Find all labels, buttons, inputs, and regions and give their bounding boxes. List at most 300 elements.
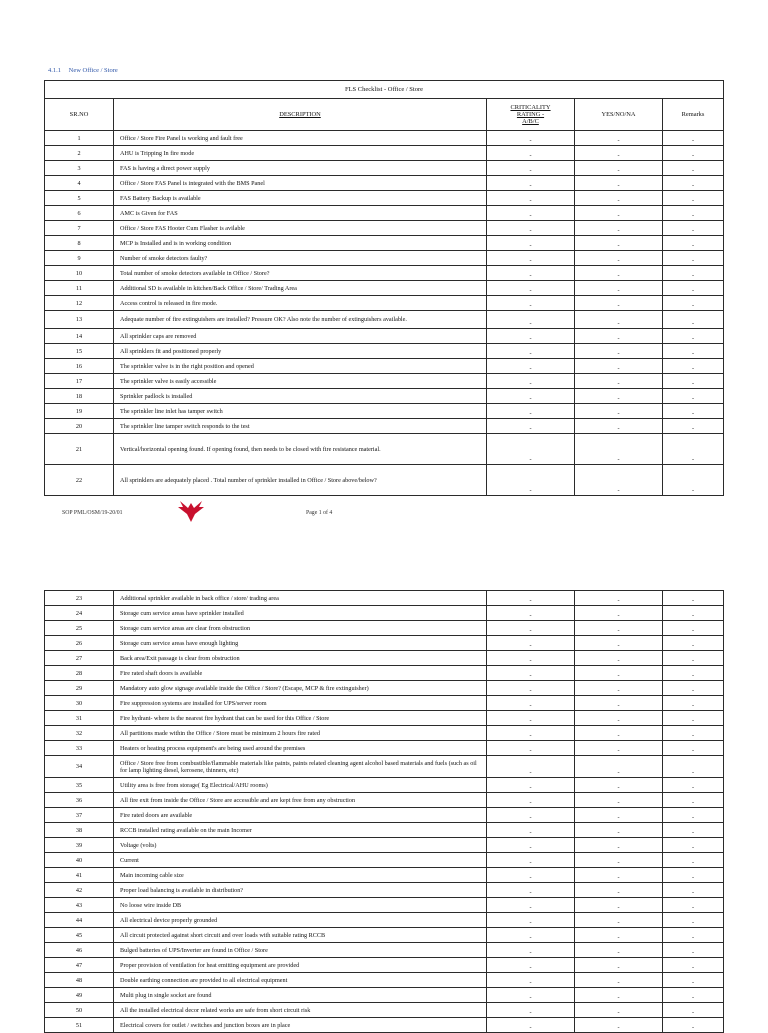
yes-no-na-cell[interactable]: -	[575, 161, 663, 176]
yes-no-na-cell[interactable]: -	[575, 883, 663, 898]
table-row	[45, 823, 724, 838]
table-row	[45, 404, 724, 419]
remarks-cell[interactable]: -	[663, 621, 724, 636]
criticality-rating-cell[interactable]: -	[487, 636, 575, 651]
description-cell: The sprinkler line inlet has tamper switch	[114, 404, 487, 419]
yes-no-na-cell[interactable]: -	[575, 711, 663, 726]
criticality-rating-cell[interactable]: -	[487, 591, 575, 606]
table-row	[45, 191, 724, 206]
description-cell: Sprinkler padlock is installed	[114, 389, 487, 404]
sr-no-cell: 2	[45, 146, 114, 161]
remarks-cell[interactable]: -	[663, 281, 724, 296]
table-row	[45, 636, 724, 651]
table-row	[45, 329, 724, 344]
table-row	[45, 606, 724, 621]
remarks-cell[interactable]: -	[663, 359, 724, 374]
table-row	[45, 973, 724, 988]
sr-no-cell: 3	[45, 161, 114, 176]
sr-no-cell: 14	[45, 329, 114, 344]
remarks-cell[interactable]: -	[663, 973, 724, 988]
description-cell: Proper load balancing is available in distribution?	[114, 883, 487, 898]
sr-no-cell: 5	[45, 191, 114, 206]
table-row	[45, 696, 724, 711]
criticality-rating-cell[interactable]: -	[487, 191, 575, 206]
table-row	[45, 883, 724, 898]
table-row	[45, 808, 724, 823]
sr-no-cell: 36	[45, 793, 114, 808]
description-cell: Storage cum service areas are clear from obstruction	[114, 621, 487, 636]
yes-no-na-cell[interactable]: -	[575, 636, 663, 651]
criticality-rating-cell[interactable]: -	[487, 176, 575, 191]
header-remarks: Remarks	[663, 99, 724, 131]
sr-no-cell: 20	[45, 419, 114, 434]
sr-no-cell: 18	[45, 389, 114, 404]
yes-no-na-cell[interactable]: -	[575, 146, 663, 161]
yes-no-na-cell[interactable]: -	[575, 868, 663, 883]
yes-no-na-cell[interactable]: -	[575, 651, 663, 666]
remarks-cell[interactable]: -	[663, 696, 724, 711]
criticality-rating-cell[interactable]: -	[487, 973, 575, 988]
sr-no-cell: 19	[45, 404, 114, 419]
criticality-rating-cell[interactable]: -	[487, 868, 575, 883]
criticality-rating-cell[interactable]: -	[487, 898, 575, 913]
yes-no-na-cell[interactable]: -	[575, 838, 663, 853]
footer-document-code: SOP PML/OSM/19-20/01	[62, 510, 123, 516]
remarks-cell[interactable]: -	[663, 778, 724, 793]
table-row	[45, 419, 724, 434]
description-cell: The sprinkler valve is in the right position and opened	[114, 359, 487, 374]
description-cell: Utility area is free from storage( Eg Electrical/AHU rooms)	[114, 778, 487, 793]
yes-no-na-cell[interactable]: -	[575, 296, 663, 311]
description-cell: Storage cum service areas have sprinkler installed	[114, 606, 487, 621]
sr-no-cell: 48	[45, 973, 114, 988]
description-cell: Office / Store FAS Panel is integrated with the BMS Panel	[114, 176, 487, 191]
sr-no-cell: 10	[45, 266, 114, 281]
remarks-cell[interactable]: -	[663, 823, 724, 838]
table-row	[45, 943, 724, 958]
criticality-rating-cell[interactable]: -	[487, 206, 575, 221]
description-cell: Total number of smoke detectors available in Office / Store?	[114, 266, 487, 281]
remarks-cell[interactable]: -	[663, 236, 724, 251]
sr-no-cell: 40	[45, 853, 114, 868]
yes-no-na-cell[interactable]: -	[575, 591, 663, 606]
description-cell: Electrical covers for outlet / switches and junction boxes are in place	[114, 1018, 487, 1033]
description-cell: Main incoming cable size	[114, 868, 487, 883]
criticality-rating-cell[interactable]: -	[487, 988, 575, 1003]
criticality-rating-cell[interactable]: -	[487, 808, 575, 823]
remarks-cell[interactable]: -	[663, 344, 724, 359]
sr-no-cell: 7	[45, 221, 114, 236]
yes-no-na-cell[interactable]: -	[575, 465, 663, 496]
table-row	[45, 281, 724, 296]
criticality-rating-cell[interactable]: -	[487, 221, 575, 236]
description-cell: Voltage (volts)	[114, 838, 487, 853]
yes-no-na-cell[interactable]: -	[575, 726, 663, 741]
table-row	[45, 868, 724, 883]
sr-no-cell: 11	[45, 281, 114, 296]
criticality-rating-cell[interactable]: -	[487, 131, 575, 146]
table-row	[45, 756, 724, 778]
table-row	[45, 838, 724, 853]
description-cell: All sprinklers fit and positioned properly	[114, 344, 487, 359]
yes-no-na-cell[interactable]: -	[575, 756, 663, 778]
table-row	[45, 898, 724, 913]
remarks-cell[interactable]: -	[663, 793, 724, 808]
sr-no-cell: 21	[45, 434, 114, 465]
remarks-cell[interactable]: -	[663, 465, 724, 496]
table-row	[45, 374, 724, 389]
description-cell: Bulged batteries of UPS/Inverter are found in Office / Store	[114, 943, 487, 958]
yes-no-na-cell[interactable]: -	[575, 131, 663, 146]
remarks-cell[interactable]: -	[663, 868, 724, 883]
yes-no-na-cell[interactable]: -	[575, 928, 663, 943]
description-cell: Multi plug in single socket are found	[114, 988, 487, 1003]
sr-no-cell: 34	[45, 756, 114, 778]
sr-no-cell: 32	[45, 726, 114, 741]
sr-no-cell: 12	[45, 296, 114, 311]
yes-no-na-cell[interactable]: -	[575, 943, 663, 958]
table-row	[45, 206, 724, 221]
remarks-cell[interactable]: -	[663, 808, 724, 823]
remarks-cell[interactable]: -	[663, 636, 724, 651]
yes-no-na-cell[interactable]: -	[575, 681, 663, 696]
description-cell: Fire suppression systems are installed for UPS/server room	[114, 696, 487, 711]
sr-no-cell: 49	[45, 988, 114, 1003]
table-row	[45, 853, 724, 868]
yes-no-na-cell[interactable]: -	[575, 696, 663, 711]
table-row	[45, 434, 724, 465]
yes-no-na-cell[interactable]: -	[575, 988, 663, 1003]
description-cell: FAS Battery Backup is available	[114, 191, 487, 206]
sr-no-cell: 50	[45, 1003, 114, 1018]
description-cell: Current	[114, 853, 487, 868]
criticality-rating-cell[interactable]: -	[487, 928, 575, 943]
criticality-rating-cell[interactable]: -	[487, 161, 575, 176]
description-cell: Adequate number of fire extinguishers are installed? Pressure OK? Also note the number of extinguishers available.	[114, 311, 487, 329]
remarks-cell[interactable]: -	[663, 756, 724, 778]
yes-no-na-cell[interactable]: -	[575, 898, 663, 913]
criticality-rating-cell[interactable]: -	[487, 434, 575, 465]
description-cell: AMC is Given for FAS	[114, 206, 487, 221]
yes-no-na-cell[interactable]: -	[575, 666, 663, 681]
criticality-rating-cell[interactable]: -	[487, 756, 575, 778]
sr-no-cell: 37	[45, 808, 114, 823]
sr-no-cell: 46	[45, 943, 114, 958]
table-body-page-2	[45, 591, 724, 1033]
yes-no-na-cell[interactable]: -	[575, 404, 663, 419]
remarks-cell[interactable]: -	[663, 606, 724, 621]
criticality-rating-cell[interactable]: -	[487, 666, 575, 681]
sr-no-cell: 39	[45, 838, 114, 853]
header-criticality	[487, 99, 575, 131]
criticality-rating-cell[interactable]: -	[487, 853, 575, 868]
sr-no-cell: 22	[45, 465, 114, 496]
table-row	[45, 958, 724, 973]
remarks-cell[interactable]: -	[663, 1018, 724, 1033]
criticality-rating-cell[interactable]: -	[487, 681, 575, 696]
remarks-cell[interactable]: -	[663, 741, 724, 756]
description-cell: Fire rated shaft doors is available	[114, 666, 487, 681]
yes-no-na-cell[interactable]: -	[575, 741, 663, 756]
description-cell: Back area/Exit passage is clear from obstruction	[114, 651, 487, 666]
remarks-cell[interactable]: -	[663, 176, 724, 191]
yes-no-na-cell[interactable]: -	[575, 853, 663, 868]
description-cell: FAS is having a direct power supply	[114, 161, 487, 176]
table-row	[45, 741, 724, 756]
table-row	[45, 1018, 724, 1033]
sr-no-cell: 43	[45, 898, 114, 913]
description-cell: All fire exit from inside the Office / Store are accessible and are kept free from any obstruction	[114, 793, 487, 808]
fls-checklist-table-continued	[44, 590, 724, 1033]
yes-no-na-cell[interactable]: -	[575, 913, 663, 928]
remarks-cell[interactable]: -	[663, 191, 724, 206]
remarks-cell[interactable]: -	[663, 853, 724, 868]
remarks-cell[interactable]: -	[663, 266, 724, 281]
remarks-cell[interactable]: -	[663, 374, 724, 389]
criticality-rating-cell[interactable]: -	[487, 778, 575, 793]
yes-no-na-cell[interactable]: -	[575, 191, 663, 206]
criticality-rating-cell[interactable]: -	[487, 465, 575, 496]
criticality-rating-cell[interactable]: -	[487, 741, 575, 756]
description-cell: Double earthing connection are provided to all electrical equipment	[114, 973, 487, 988]
yes-no-na-cell[interactable]: -	[575, 266, 663, 281]
description-cell: AHU is Tripping In fire mode	[114, 146, 487, 161]
sr-no-cell: 13	[45, 311, 114, 329]
criticality-rating-cell[interactable]: -	[487, 726, 575, 741]
sr-no-cell: 30	[45, 696, 114, 711]
description-cell: MCP is Installed and is in working condition	[114, 236, 487, 251]
criticality-rating-cell[interactable]: -	[487, 359, 575, 374]
table-row	[45, 221, 724, 236]
yes-no-na-cell[interactable]: -	[575, 419, 663, 434]
description-cell: Access control is released in fire mode.	[114, 296, 487, 311]
criticality-rating-cell[interactable]: -	[487, 883, 575, 898]
remarks-cell[interactable]: -	[663, 296, 724, 311]
remarks-cell[interactable]: -	[663, 666, 724, 681]
yes-no-na-cell[interactable]: -	[575, 236, 663, 251]
description-cell: Proper provision of ventilation for heat emitting equipment are provided	[114, 958, 487, 973]
yes-no-na-cell[interactable]: -	[575, 621, 663, 636]
criticality-rating-cell[interactable]: -	[487, 696, 575, 711]
remarks-cell[interactable]: -	[663, 898, 724, 913]
remarks-cell[interactable]: -	[663, 161, 724, 176]
description-cell: Office / Store free from combustible/flammable materials like paints, paints related cleaning agent alcohol based materials and fuels (such as oil for lamp lighting diesel, kerosene, thinners, etc)	[114, 756, 487, 778]
remarks-cell[interactable]: -	[663, 988, 724, 1003]
sr-no-cell: 9	[45, 251, 114, 266]
table-row	[45, 621, 724, 636]
yes-no-na-cell[interactable]: -	[575, 311, 663, 329]
sr-no-cell: 33	[45, 741, 114, 756]
yes-no-na-cell[interactable]: -	[575, 958, 663, 973]
criticality-rating-cell[interactable]: -	[487, 344, 575, 359]
table-row	[45, 161, 724, 176]
yes-no-na-cell[interactable]: -	[575, 221, 663, 236]
description-cell: The sprinkler line tamper switch responds to the test	[114, 419, 487, 434]
sr-no-cell: 51	[45, 1018, 114, 1033]
description-cell: No loose wire inside DB	[114, 898, 487, 913]
criticality-rating-cell[interactable]: -	[487, 651, 575, 666]
remarks-cell[interactable]: -	[663, 419, 724, 434]
table-row	[45, 266, 724, 281]
criticality-rating-cell[interactable]: -	[487, 419, 575, 434]
header-status: YES/NO/NA	[575, 99, 663, 131]
table-row	[45, 344, 724, 359]
sr-no-cell: 45	[45, 928, 114, 943]
sr-no-cell: 41	[45, 868, 114, 883]
criticality-rating-cell[interactable]: -	[487, 711, 575, 726]
table-row	[45, 1003, 724, 1018]
table-row	[45, 591, 724, 606]
description-cell: Heaters or heating process equipment's are being used around the premises	[114, 741, 487, 756]
sr-no-cell: 38	[45, 823, 114, 838]
section-title: New Office / Store	[68, 67, 118, 74]
description-cell: The sprinkler valve is easily accessible	[114, 374, 487, 389]
remarks-cell[interactable]: -	[663, 651, 724, 666]
remarks-cell[interactable]: -	[663, 958, 724, 973]
yes-no-na-cell[interactable]: -	[575, 389, 663, 404]
yes-no-na-cell[interactable]: -	[575, 778, 663, 793]
criticality-rating-cell[interactable]: -	[487, 404, 575, 419]
sr-no-cell: 1	[45, 131, 114, 146]
sr-no-cell: 6	[45, 206, 114, 221]
remarks-cell[interactable]: -	[663, 434, 724, 465]
sr-no-cell: 15	[45, 344, 114, 359]
description-cell: Number of smoke detectors faulty?	[114, 251, 487, 266]
yes-no-na-cell[interactable]: -	[575, 973, 663, 988]
remarks-cell[interactable]: -	[663, 311, 724, 329]
remarks-cell[interactable]: -	[663, 221, 724, 236]
criticality-rating-cell[interactable]: -	[487, 266, 575, 281]
remarks-cell[interactable]: -	[663, 726, 724, 741]
sr-no-cell: 27	[45, 651, 114, 666]
criticality-rating-cell[interactable]: -	[487, 1003, 575, 1018]
fls-checklist-table	[44, 80, 724, 496]
yes-no-na-cell[interactable]: -	[575, 808, 663, 823]
table-row	[45, 131, 724, 146]
criticality-rating-cell[interactable]: -	[487, 823, 575, 838]
criticality-rating-cell[interactable]: -	[487, 146, 575, 161]
description-cell: Office / Store Fire Panel is working and fault free	[114, 131, 487, 146]
description-cell: RCCB installed rating available on the main Incomer	[114, 823, 487, 838]
yes-no-na-cell[interactable]: -	[575, 793, 663, 808]
header-criticality-line-2: RATING -	[516, 111, 545, 118]
header-criticality-line-1: CRITICALITY	[510, 104, 551, 111]
description-cell: Mandatory auto glow signage available inside the Office / Store? (Escape, MCP & fire extinguisher)	[114, 681, 487, 696]
yes-no-na-cell[interactable]: -	[575, 359, 663, 374]
sr-no-cell: 44	[45, 913, 114, 928]
section-heading	[48, 67, 124, 74]
yes-no-na-cell[interactable]: -	[575, 329, 663, 344]
table-row	[45, 681, 724, 696]
description-cell: All partitions made within the Office / Store must be minimum 2 hours fire rated	[114, 726, 487, 741]
remarks-cell[interactable]: -	[663, 943, 724, 958]
table-row	[45, 711, 724, 726]
yes-no-na-cell[interactable]: -	[575, 344, 663, 359]
remarks-cell[interactable]: -	[663, 329, 724, 344]
criticality-rating-cell[interactable]: -	[487, 236, 575, 251]
criticality-rating-cell[interactable]: -	[487, 281, 575, 296]
remarks-cell[interactable]: -	[663, 389, 724, 404]
description-cell: All electrical device properly grounded	[114, 913, 487, 928]
table-row	[45, 651, 724, 666]
criticality-rating-cell[interactable]: -	[487, 621, 575, 636]
yes-no-na-cell[interactable]: -	[575, 251, 663, 266]
remarks-cell[interactable]: -	[663, 206, 724, 221]
criticality-rating-cell[interactable]: -	[487, 606, 575, 621]
table-row	[45, 146, 724, 161]
description-cell: Additional SD is available in kitchen/Back Office / Store/ Trading Area	[114, 281, 487, 296]
criticality-rating-cell[interactable]: -	[487, 943, 575, 958]
table-row	[45, 359, 724, 374]
remarks-cell[interactable]: -	[663, 146, 724, 161]
description-cell: Fire rated doors are available	[114, 808, 487, 823]
remarks-cell[interactable]: -	[663, 681, 724, 696]
remarks-cell[interactable]: -	[663, 131, 724, 146]
sr-no-cell: 17	[45, 374, 114, 389]
remarks-cell[interactable]: -	[663, 1003, 724, 1018]
remarks-cell[interactable]: -	[663, 404, 724, 419]
table-row	[45, 311, 724, 329]
remarks-cell[interactable]: -	[663, 913, 724, 928]
sr-no-cell: 42	[45, 883, 114, 898]
sr-no-cell: 29	[45, 681, 114, 696]
criticality-rating-cell[interactable]: -	[487, 958, 575, 973]
criticality-rating-cell[interactable]: -	[487, 311, 575, 329]
remarks-cell[interactable]: -	[663, 251, 724, 266]
criticality-rating-cell[interactable]: -	[487, 389, 575, 404]
sr-no-cell: 35	[45, 778, 114, 793]
yes-no-na-cell[interactable]: -	[575, 176, 663, 191]
table-row	[45, 389, 724, 404]
criticality-rating-cell[interactable]: -	[487, 329, 575, 344]
yes-no-na-cell[interactable]: -	[575, 1003, 663, 1018]
yes-no-na-cell[interactable]: -	[575, 206, 663, 221]
description-cell: Office / Store FAS Hooter Cum Flasher is avilable	[114, 221, 487, 236]
sr-no-cell: 31	[45, 711, 114, 726]
remarks-cell[interactable]: -	[663, 711, 724, 726]
criticality-rating-cell[interactable]: -	[487, 838, 575, 853]
criticality-rating-cell[interactable]: -	[487, 296, 575, 311]
yes-no-na-cell[interactable]: -	[575, 434, 663, 465]
yes-no-na-cell[interactable]: -	[575, 281, 663, 296]
yes-no-na-cell[interactable]: -	[575, 374, 663, 389]
criticality-rating-cell[interactable]: -	[487, 793, 575, 808]
description-cell: All the installed electrical decor related works are safe from short circuit risk	[114, 1003, 487, 1018]
sr-no-cell: 47	[45, 958, 114, 973]
criticality-rating-cell[interactable]: -	[487, 913, 575, 928]
criticality-rating-cell[interactable]: -	[487, 374, 575, 389]
remarks-cell[interactable]: -	[663, 838, 724, 853]
yes-no-na-cell[interactable]: -	[575, 1018, 663, 1033]
table-row	[45, 236, 724, 251]
criticality-rating-cell[interactable]: -	[487, 251, 575, 266]
table-row	[45, 666, 724, 681]
remarks-cell[interactable]: -	[663, 928, 724, 943]
table-row	[45, 296, 724, 311]
remarks-cell[interactable]: -	[663, 883, 724, 898]
section-number: 4.1.1	[48, 67, 61, 74]
criticality-rating-cell[interactable]: -	[487, 1018, 575, 1033]
sr-no-cell: 16	[45, 359, 114, 374]
remarks-cell[interactable]: -	[663, 591, 724, 606]
table-row	[45, 793, 724, 808]
table-row	[45, 778, 724, 793]
yes-no-na-cell[interactable]: -	[575, 823, 663, 838]
yes-no-na-cell[interactable]: -	[575, 606, 663, 621]
sr-no-cell: 23	[45, 591, 114, 606]
table-row	[45, 251, 724, 266]
sr-no-cell: 4	[45, 176, 114, 191]
